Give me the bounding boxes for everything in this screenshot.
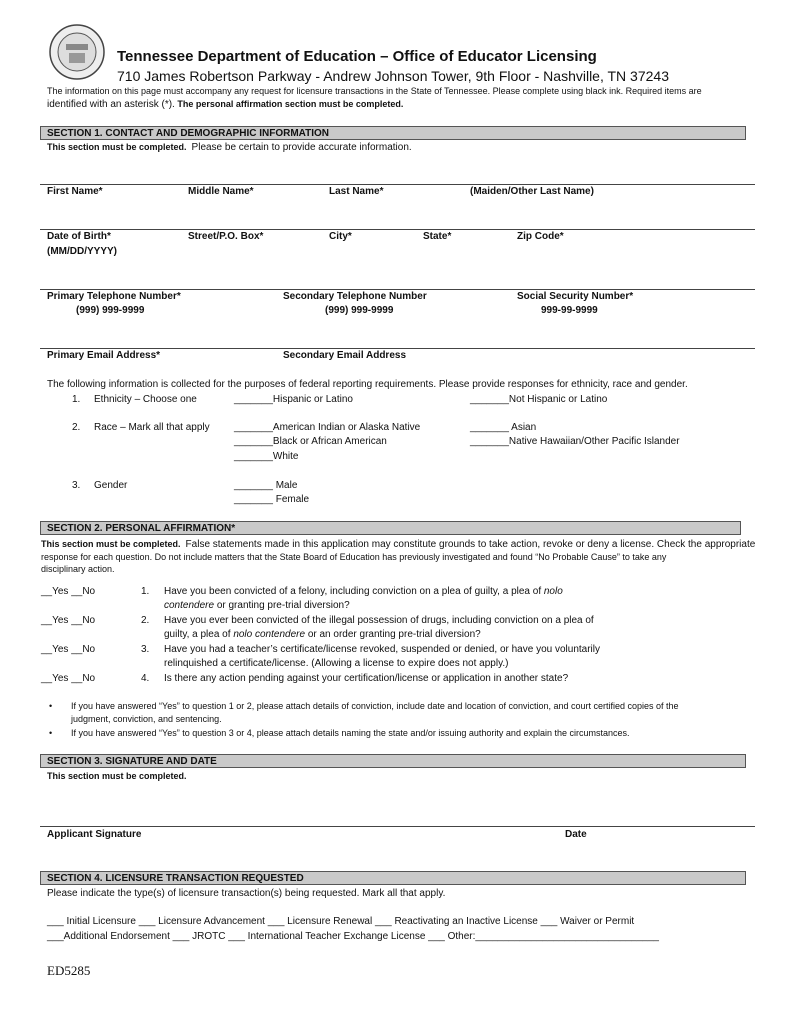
tennessee-seal-logo (49, 22, 105, 82)
secondary-phone-format: (999) 999-9999 (325, 305, 394, 316)
middle-name-label: Middle Name* (188, 186, 254, 197)
dob-format: (MM/DD/YYYY) (47, 246, 117, 257)
section-2-header: SECTION 2. PERSONAL AFFIRMATION* (40, 521, 741, 535)
ssn-format: 999-99-9999 (541, 305, 598, 316)
signature-line[interactable] (40, 826, 755, 827)
q1-number: 1. (141, 586, 150, 597)
section-2-note-2: response for each question. Do not include matters that the State Board of Education has previously investigated and found “No Probable Cause” to take any (41, 552, 667, 562)
hispanic-option[interactable]: _______Hispanic or Latino (234, 394, 353, 405)
city-label: City* (329, 231, 352, 242)
asian-option[interactable]: _______ Asian (470, 422, 537, 433)
black-option[interactable]: _______Black or African American (234, 436, 387, 447)
q3-yes-no[interactable]: __Yes __No (41, 644, 96, 655)
q2-number: 2. (141, 615, 150, 626)
office-address: 710 James Robertson Parkway - Andrew Johnson Tower, 9th Floor - Nashville, TN 37243 (117, 68, 669, 84)
q3-number: 3. (141, 644, 150, 655)
section-4-header: SECTION 4. LICENSURE TRANSACTION REQUESTED (40, 871, 746, 885)
q3-text: Have you had a teacher’s certificate/license revoked, suspended or denied, or have you voluntarily (164, 644, 601, 655)
dob-label: Date of Birth* (47, 231, 111, 242)
transaction-options-row-1[interactable]: ___ Initial Licensure ___ Licensure Advancement ___ Licensure Renewal ___ Reactivating an Inactive License ___ Waiver or Permit (47, 916, 635, 927)
q2-yes-no[interactable]: __Yes __No (41, 615, 96, 626)
american-indian-option[interactable]: _______American Indian or Alaska Native (234, 422, 421, 433)
page-title: Tennessee Department of Education – Office of Educator Licensing (117, 48, 597, 65)
hawaiian-option[interactable]: _______Native Hawaiian/Other Pacific Islander (470, 436, 680, 447)
secondary-phone-label: Secondary Telephone Number (283, 291, 427, 302)
state-label: State* (423, 231, 452, 242)
form-id: ED5285 (47, 963, 91, 978)
phone-field-line[interactable] (40, 289, 755, 290)
race-label: Race – Mark all that apply (94, 422, 210, 433)
zip-label: Zip Code* (517, 231, 564, 242)
address-field-line[interactable] (40, 229, 755, 230)
bullet-1-text: If you have answered “Yes” to question 1 or 2, please attach details of conviction, include date and location of conviction, and court certified copies of the (71, 701, 679, 711)
q4-number: 4. (141, 673, 150, 684)
not-hispanic-option[interactable]: _______Not Hispanic or Latino (470, 394, 608, 405)
street-label: Street/P.O. Box* (188, 231, 264, 242)
female-option[interactable]: _______ Female (234, 494, 310, 505)
date-label: Date (565, 829, 587, 840)
section-3-header: SECTION 3. SIGNATURE AND DATE (40, 754, 746, 768)
email-field-line[interactable] (40, 348, 755, 349)
section-1-header: SECTION 1. CONTACT AND DEMOGRAPHIC INFORMATION (40, 126, 746, 140)
section-1-note: This section must be completed. Please be certain to provide accurate information. (47, 142, 412, 153)
male-option[interactable]: _______ Male (234, 480, 298, 491)
federal-reporting-text: The following information is collected for the purposes of federal reporting requirements. Please provide responses for ethnicity, race and gender. (47, 379, 688, 390)
primary-phone-label: Primary Telephone Number* (47, 291, 181, 302)
white-option[interactable]: _______White (234, 451, 299, 462)
gender-label: Gender (94, 480, 128, 491)
q2-text-2: guilty, a plea of nolo contendere or an order granting pre-trial diversion? (164, 629, 481, 640)
primary-phone-format: (999) 999-9999 (76, 305, 145, 316)
secondary-email-label: Secondary Email Address (283, 350, 407, 361)
bullet-2-text: If you have answered “Yes” to question 3 or 4, please attach details naming the state and/or issuing authority and explain the circumstances. (71, 728, 630, 738)
primary-email-label: Primary Email Address* (47, 350, 161, 361)
section-3-note: This section must be completed. (47, 771, 187, 781)
ethnicity-label: Ethnicity – Choose one (94, 394, 197, 405)
last-name-label: Last Name* (329, 186, 384, 197)
ssn-label: Social Security Number* (517, 291, 634, 302)
intro-text-2: identified with an asterisk (*). The personal affirmation section must be completed. (47, 99, 404, 110)
section-2-note-3: disciplinary action. (41, 564, 115, 574)
q1-yes-no[interactable]: __Yes __No (41, 586, 96, 597)
intro-text: The information on this page must accompany any request for licensure transactions in the State of Tennessee. Please complete using black ink. Required items are (47, 86, 702, 96)
name-field-line[interactable] (40, 184, 755, 185)
transaction-options-row-2[interactable]: ___Additional Endorsement ___ JROTC ___ International Teacher Exchange License ___ Other:_________________________________ (47, 931, 659, 942)
bullet-1-text-2: judgment, conviction, and sentencing. (71, 714, 222, 724)
q1-text-2: contendere or granting pre-trial diversion? (164, 600, 350, 611)
signature-label: Applicant Signature (47, 829, 142, 840)
q4-yes-no[interactable]: __Yes __No (41, 673, 96, 684)
section-4-note: Please indicate the type(s) of licensure transaction(s) being requested. Mark all that apply. (47, 888, 446, 899)
q4-text: Is there any action pending against your certification/license or application in another state? (164, 673, 569, 684)
ethnicity-number: 1. (72, 394, 81, 405)
first-name-label: First Name* (47, 186, 103, 197)
intro-bold: The personal affirmation section must be completed. (177, 99, 404, 109)
section-2-note: This section must be completed. False statements made in this application may constitute grounds to take action, revoke or deny a license. Check the appropriate (41, 539, 756, 550)
race-number: 2. (72, 422, 81, 433)
q2-text: Have you ever been convicted of the illegal possession of drugs, including conviction on a plea of (164, 615, 594, 626)
maiden-name-label: (Maiden/Other Last Name) (470, 186, 594, 197)
bullet-icon: • (49, 701, 53, 711)
bullet-icon: • (49, 728, 53, 738)
q1-text: Have you been convicted of a felony, including conviction on a plea of guilty, a plea of nolo (164, 586, 563, 597)
q3-text-2: relinquished a certificate/license. (Allowing a license to expire does not apply.) (164, 658, 509, 669)
gender-number: 3. (72, 480, 81, 491)
